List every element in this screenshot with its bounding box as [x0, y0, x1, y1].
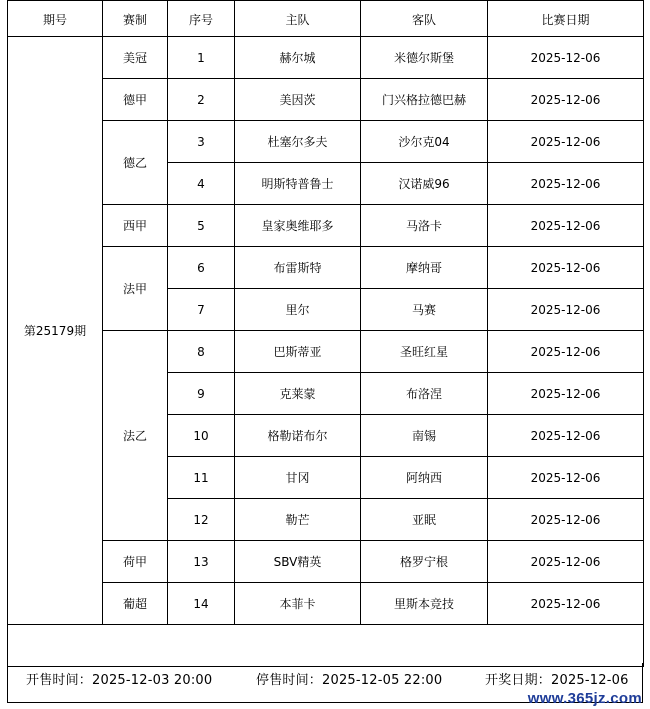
draw-date-label: 开奖日期： — [485, 673, 552, 688]
table-row — [8, 79, 644, 121]
home-team-cell: 克莱蒙 — [235, 373, 361, 415]
match-number-cell: 14 — [168, 583, 235, 625]
match-number-cell: 4 — [168, 163, 235, 205]
issue-number-cell: 第25179期 — [8, 37, 103, 625]
away-team-cell: 圣旺红星 — [361, 331, 488, 373]
table-row — [8, 37, 644, 79]
away-team-cell: 摩纳哥 — [361, 247, 488, 289]
sale-start-info — [26, 669, 212, 688]
table-row — [8, 583, 644, 625]
table-row — [8, 121, 644, 163]
match-number-cell: 8 — [168, 331, 235, 373]
match-number-cell: 3 — [168, 121, 235, 163]
match-date-cell: 2025-12-06 — [488, 541, 644, 583]
match-number-cell: 7 — [168, 289, 235, 331]
match-number-cell: 12 — [168, 499, 235, 541]
away-team-cell: 门兴格拉德巴赫 — [361, 79, 488, 121]
home-team-cell: 美因茨 — [235, 79, 361, 121]
away-team-cell: 布洛涅 — [361, 373, 488, 415]
home-team-cell: 布雷斯特 — [235, 247, 361, 289]
match-number-cell: 2 — [168, 79, 235, 121]
league-cell: 法乙 — [103, 331, 168, 541]
away-team-cell: 格罗宁根 — [361, 541, 488, 583]
match-date-cell: 2025-12-06 — [488, 37, 644, 79]
match-date-cell: 2025-12-06 — [488, 289, 644, 331]
draw-date-value: 2025-12-06 — [551, 673, 629, 688]
league-cell: 葡超 — [103, 583, 168, 625]
match-date-cell: 2025-12-06 — [488, 205, 644, 247]
match-date-cell: 2025-12-06 — [488, 373, 644, 415]
match-date-cell: 2025-12-06 — [488, 79, 644, 121]
home-team-cell: 甘冈 — [235, 457, 361, 499]
match-date-cell: 2025-12-06 — [488, 583, 644, 625]
home-team-cell: 皇家奥维耶多 — [235, 205, 361, 247]
league-cell: 德乙 — [103, 121, 168, 205]
table-row — [8, 247, 644, 289]
sale-start-label: 开售时间： — [26, 673, 93, 688]
home-team-cell: 本菲卡 — [235, 583, 361, 625]
header-number: 序号 — [168, 1, 235, 37]
home-team-cell: 勒芒 — [235, 499, 361, 541]
header-away-team: 客队 — [361, 1, 488, 37]
match-number-cell: 10 — [168, 415, 235, 457]
sale-stop-value: 2025-12-05 22:00 — [322, 673, 443, 688]
blank-cell — [8, 625, 644, 667]
league-cell: 法甲 — [103, 247, 168, 331]
match-date-cell: 2025-12-06 — [488, 121, 644, 163]
header-issue: 期号 — [8, 1, 103, 37]
away-team-cell: 沙尔克04 — [361, 121, 488, 163]
table-row — [8, 205, 644, 247]
league-cell: 荷甲 — [103, 541, 168, 583]
match-number-cell: 1 — [168, 37, 235, 79]
away-team-cell: 里斯本竞技 — [361, 583, 488, 625]
site-watermark: www.365jz.com — [527, 690, 642, 707]
away-team-cell: 马赛 — [361, 289, 488, 331]
match-number-cell: 13 — [168, 541, 235, 583]
away-team-cell: 米德尔斯堡 — [361, 37, 488, 79]
match-date-cell: 2025-12-06 — [488, 247, 644, 289]
sale-stop-info — [256, 669, 442, 688]
away-team-cell: 马洛卡 — [361, 205, 488, 247]
match-date-cell: 2025-12-06 — [488, 457, 644, 499]
league-cell: 德甲 — [103, 79, 168, 121]
match-number-cell: 11 — [168, 457, 235, 499]
match-number-cell: 9 — [168, 373, 235, 415]
league-cell: 美冠 — [103, 37, 168, 79]
league-cell: 西甲 — [103, 205, 168, 247]
match-date-cell: 2025-12-06 — [488, 499, 644, 541]
header-home-team: 主队 — [235, 1, 361, 37]
home-team-cell: 巴斯蒂亚 — [235, 331, 361, 373]
schedule-sheet — [7, 0, 643, 667]
home-team-cell: 杜塞尔多夫 — [235, 121, 361, 163]
header-row — [8, 1, 644, 37]
home-team-cell: 格勒诺布尔 — [235, 415, 361, 457]
match-date-cell: 2025-12-06 — [488, 415, 644, 457]
home-team-cell: SBV精英 — [235, 541, 361, 583]
home-team-cell: 里尔 — [235, 289, 361, 331]
table-row — [8, 331, 644, 373]
draw-date-info — [485, 669, 629, 688]
header-league: 赛制 — [103, 1, 168, 37]
sale-start-value: 2025-12-03 20:00 — [92, 673, 213, 688]
match-schedule-table — [7, 0, 644, 667]
home-team-cell: 赫尔城 — [235, 37, 361, 79]
match-date-cell: 2025-12-06 — [488, 163, 644, 205]
home-team-cell: 明斯特普鲁士 — [235, 163, 361, 205]
table-body — [8, 37, 644, 667]
blank-row — [8, 625, 644, 667]
match-number-cell: 5 — [168, 205, 235, 247]
away-team-cell: 汉诺威96 — [361, 163, 488, 205]
away-team-cell: 亚眠 — [361, 499, 488, 541]
match-number-cell: 6 — [168, 247, 235, 289]
header-match-date: 比赛日期 — [488, 1, 644, 37]
table-row — [8, 541, 644, 583]
away-team-cell: 阿纳西 — [361, 457, 488, 499]
sale-stop-label: 停售时间： — [256, 673, 323, 688]
match-date-cell: 2025-12-06 — [488, 331, 644, 373]
away-team-cell: 南锡 — [361, 415, 488, 457]
